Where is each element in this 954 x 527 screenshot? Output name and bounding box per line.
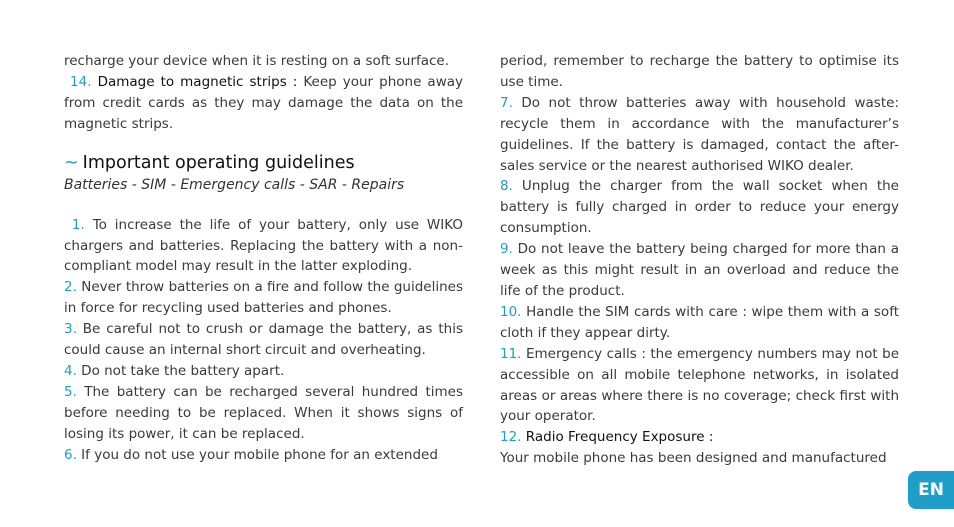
item-2 xyxy=(64,277,463,319)
item-8 xyxy=(500,176,899,239)
section-subheading: Batteries - SIM - Emergency calls - SAR - Repairs xyxy=(64,176,405,193)
item-text: To increase the life of your battery, only use WIKO chargers and batteries. Replacing the battery with a non-compliant model may result in the latter exploding. xyxy=(64,216,463,275)
item-title: Damage to magnetic strips : xyxy=(97,73,298,90)
language-badge: EN xyxy=(908,471,954,509)
item-text: Do not leave the battery being charged for more than a week as this might result in an overload and reduce the life of the product. xyxy=(500,241,899,299)
item-text: Keep your phone away from credit cards as they may damage the data on the magnetic strips. xyxy=(64,73,463,132)
left-column xyxy=(64,51,463,466)
item-14 xyxy=(64,72,463,135)
item-number: 8. xyxy=(500,178,513,195)
intro-line: recharge your device when it is resting on a soft surface. xyxy=(64,53,450,69)
section-heading xyxy=(64,151,463,175)
item-7 xyxy=(500,93,899,177)
item-number: 3. xyxy=(64,321,77,338)
item-number: 7. xyxy=(500,94,513,111)
item-9 xyxy=(500,239,899,302)
item-number: 9. xyxy=(500,241,513,258)
item-text: Never throw batteries on a fire and follow the guidelines in force for recycling used batteries and phones. xyxy=(64,279,463,317)
item-text: The battery can be recharged several hundred times before needing to be replaced. When it shows signs of losing its power, it can be replaced. xyxy=(64,383,463,442)
item-number: 4. xyxy=(64,362,77,379)
heading-title: Important operating guidelines xyxy=(82,152,355,173)
item-11 xyxy=(500,344,899,428)
item-number: 11. xyxy=(500,345,522,362)
item-text: Handle the SIM cards with care : wipe them with a soft cloth if they appear dirty. xyxy=(500,303,899,341)
item-text: Emergency calls : the emergency numbers may not be accessible on all mobile telephone networks, in isolated areas or areas where there is no coverage; check first with your operator. xyxy=(500,345,899,425)
item-text: If you do not use your mobile phone for an extended xyxy=(76,446,438,463)
item-6 xyxy=(64,445,463,466)
right-column xyxy=(500,51,899,469)
item-number: 10. xyxy=(500,303,522,320)
item-number: 1. xyxy=(71,216,85,233)
continuation-line: period, remember to recharge the battery to optimise its use time. xyxy=(500,53,899,90)
item-number: 14. xyxy=(70,73,92,90)
item-text: Unplug the charger from the wall socket when the battery is fully charged in order to reduce your energy consumption. xyxy=(500,178,899,237)
item-number: 12. xyxy=(500,429,522,446)
item-12 xyxy=(500,427,899,448)
last-line: Your mobile phone has been designed and manufactured xyxy=(500,450,887,467)
item-10 xyxy=(500,302,899,344)
item-4 xyxy=(64,361,463,382)
item-number: 5. xyxy=(64,383,77,400)
item-title: Radio Frequency Exposure : xyxy=(521,429,714,446)
item-number: 2. xyxy=(64,279,77,296)
item-text: Do not throw batteries away with household waste: recycle them in accordance with the manufacturer’s guidelines. If the battery is damaged, contact the after-sales service or the nearest authorised WIKO dealer. xyxy=(500,94,899,174)
item-number: 6. xyxy=(64,446,77,463)
item-5 xyxy=(64,382,463,445)
heading-tilde: ~ xyxy=(64,152,79,173)
item-3 xyxy=(64,319,463,361)
item-1 xyxy=(64,215,463,278)
item-text: Be careful not to crush or damage the battery, as this could cause an internal short circuit and overheating. xyxy=(64,321,463,359)
item-text: Do not take the battery apart. xyxy=(76,362,285,379)
